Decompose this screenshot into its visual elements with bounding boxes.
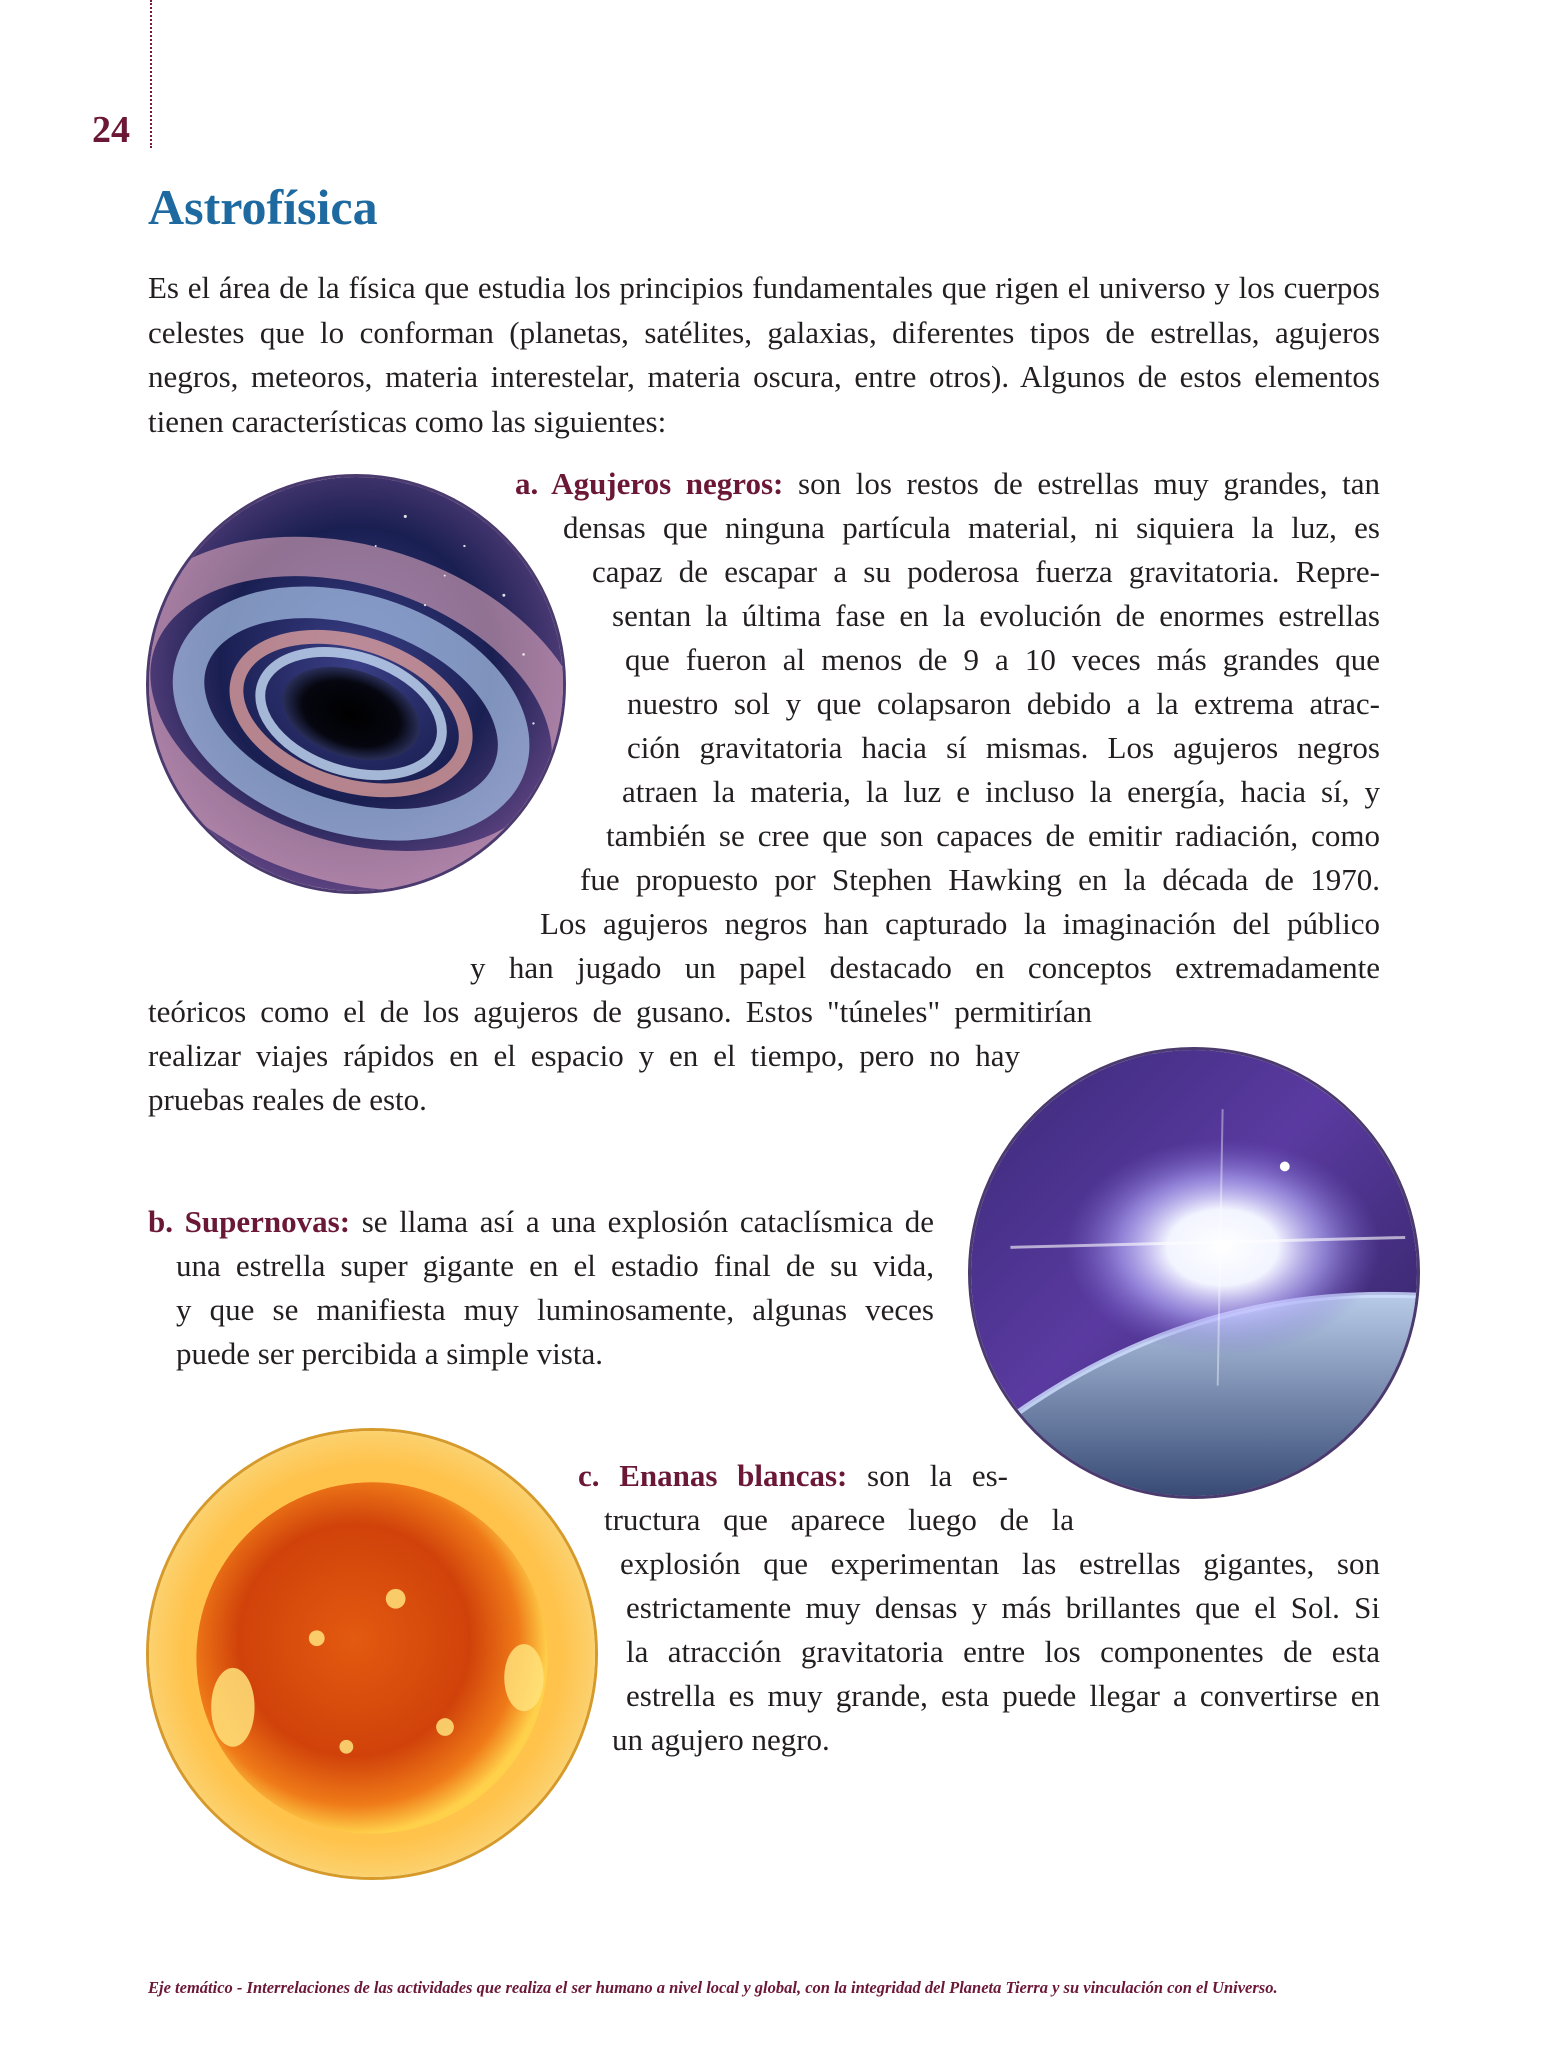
section-b-label: b. Supernovas: — [148, 1204, 351, 1239]
section-a-line-9: también se cree que son capaces de emitir radiación, como — [606, 818, 1380, 853]
black-hole-image — [146, 474, 566, 894]
section-c-line-2: tructura que aparece luego de la — [604, 1502, 1074, 1537]
white-dwarf-sun-image — [146, 1428, 598, 1880]
section-a-line-5: que fueron al menos de 9 a 10 veces más grandes que — [625, 642, 1380, 677]
margin-dotted-line — [150, 0, 152, 148]
footer-theme-axis: Eje temático - Interrelaciones de las actividades que realiza el ser humano a nivel local y global, con la integridad del Planeta Tierra y su vinculación con el Universo. — [148, 1978, 1278, 1997]
section-c-label: c. Enanas blancas: — [578, 1458, 848, 1493]
section-c-line-7: un agujero negro. — [612, 1722, 830, 1757]
section-a-line-14: realizar viajes rápidos en el espacio y en el tiempo, pero no hay — [148, 1038, 1020, 1073]
section-b-line-4: puede ser percibida a simple vista. — [176, 1336, 603, 1371]
section-b-line-2: una estrella super gigante en el estadio final de su vida, — [176, 1248, 934, 1283]
section-c-line-3: explosión que experimentan las estrellas gigantes, son — [620, 1546, 1380, 1581]
section-a-line-7: ción gravitatoria hacia sí mismas. Los agujeros negros — [627, 730, 1380, 765]
section-a-line-10: fue propuesto por Stephen Hawking en la década de 1970. — [580, 862, 1380, 897]
section-a-line-3: capaz de escapar a su poderosa fuerza gravitatoria. Repre- — [592, 554, 1380, 589]
section-c-line-1: c. Enanas blancas: son la es- — [578, 1458, 1008, 1493]
section-c-line-6: estrella es muy grande, esta puede llegar a convertirse en — [626, 1678, 1380, 1713]
section-a-line-15: pruebas reales de esto. — [148, 1082, 427, 1117]
page-title: Astrofísica — [148, 179, 378, 235]
section-a-line-12: y han jugado un papel destacado en conceptos extremadamente — [470, 950, 1380, 985]
section-a-label: a. Agujeros negros: — [515, 466, 784, 501]
intro-paragraph: Es el área de la física que estudia los principios fundamentales que rigen el universo y los cuerpos celestes que lo conforman (planetas, satélites, galaxias, diferentes tipos de estrellas, agujeros negros, meteoros, materia interestelar, materia oscura, entre otros). Algunos de estos elementos tienen características como las siguientes: — [148, 270, 1380, 439]
section-b-line-1: b. Supernovas: se llama así a una explosión cataclísmica de — [148, 1204, 934, 1239]
section-a-line-4: sentan la última fase en la evolución de enormes estrellas — [612, 598, 1380, 633]
page-number: 24 — [92, 109, 130, 151]
section-a-line-6: nuestro sol y que colapsaron debido a la extrema atrac- — [627, 686, 1380, 721]
section-a-line-8: atraen la materia, la luz e incluso la energía, hacia sí, y — [622, 774, 1380, 809]
section-b-line-3: y que se manifiesta muy luminosamente, algunas veces — [176, 1292, 934, 1327]
section-c-line-5: la atracción gravitatoria entre los componentes de esta — [626, 1634, 1380, 1669]
section-a-line-2: densas que ninguna partícula material, ni siquiera la luz, es — [563, 510, 1380, 545]
section-a-line-11: Los agujeros negros han capturado la imaginación del público — [540, 906, 1380, 941]
section-a-line-13: teóricos como el de los agujeros de gusano. Estos "túneles" permitirían — [148, 994, 1092, 1029]
supernova-image — [968, 1047, 1420, 1499]
section-c-line-4: estrictamente muy densas y más brillantes que el Sol. Si — [626, 1590, 1380, 1625]
section-a-line-1: a. Agujeros negros: son los restos de estrellas muy grandes, tan — [515, 466, 1380, 501]
